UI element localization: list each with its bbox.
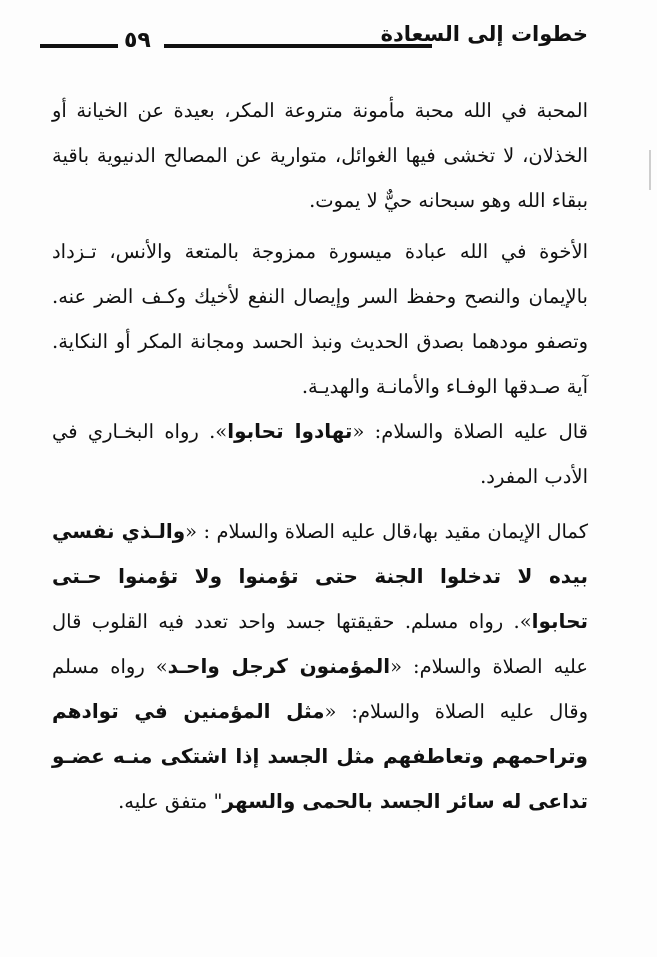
faith-second: » رواه مسلم وقال عليه الصلاة والسلام: « (52, 655, 588, 723)
page-number: ٥٩ (124, 28, 151, 53)
hadith-quote-one-man: المؤمنون كرجل واحـد (167, 654, 391, 678)
book-title: خطوات إلى السعادة (380, 22, 588, 46)
faith-source: " متفق عليه. (118, 790, 223, 813)
header-rule-left (40, 44, 118, 48)
paragraph-hadith-gifts (52, 409, 588, 499)
hadith-source: ». رواه البخـاري في الأدب المفرد. (52, 420, 588, 488)
faith-intro: كمال الإيمان مقيد بها،قال عليه الصلاة والسلام : « (185, 520, 588, 543)
scan-edge-mark (649, 150, 651, 190)
paragraph-brotherhood: الأخوة في الله عبادة ميسورة ممزوجة بالمتعة والأنس، تـزداد بالإيمان والنصح وحفظ السر وإيصال النفع لأخيك وكـف الضر عنه. وتصفو مودهما بصدق الحديث ونبذ الحسد ومجانة المكر أو النكاية. آية صـدقها الوفـاء والأمانـة والهديـة. (52, 240, 588, 398)
paragraph-perfect-faith (52, 509, 588, 824)
paragraph-love-in-god: المحبة في الله محبة مأمونة متروعة المكر، بعيدة عن الخيانة أو الخذلان، لا تخشى فيها الغوائل، متوارية عن المصالح الدنيوية باقية ببقاء الله وهو سبحانه حيٌّ لا يموت. (52, 99, 588, 212)
page-body (52, 88, 588, 824)
hadith-intro: قال عليه الصلاة والسلام: « (352, 420, 589, 443)
hadith-quote-paradise: والـذي نفسي بيده لا تدخلوا الجنة حتى تؤمنوا ولا تؤمنوا حـتى تحابوا (52, 519, 588, 633)
hadith-quote-gifts: تهادوا تحابوا (227, 419, 353, 443)
hadith-quote-body: مثل المؤمنين في توادهم وتراحمهم وتعاطفهم مثل الجسد إذا اشتكى منـه عضـو تداعى له سائر الجسد بالحمى والسهر (52, 699, 588, 813)
faith-middle: ». رواه مسلم. حقيقتها جسد واحد تعدد فيه القلوب قال عليه الصلاة والسلام: « (52, 610, 589, 678)
page-header (40, 22, 588, 62)
